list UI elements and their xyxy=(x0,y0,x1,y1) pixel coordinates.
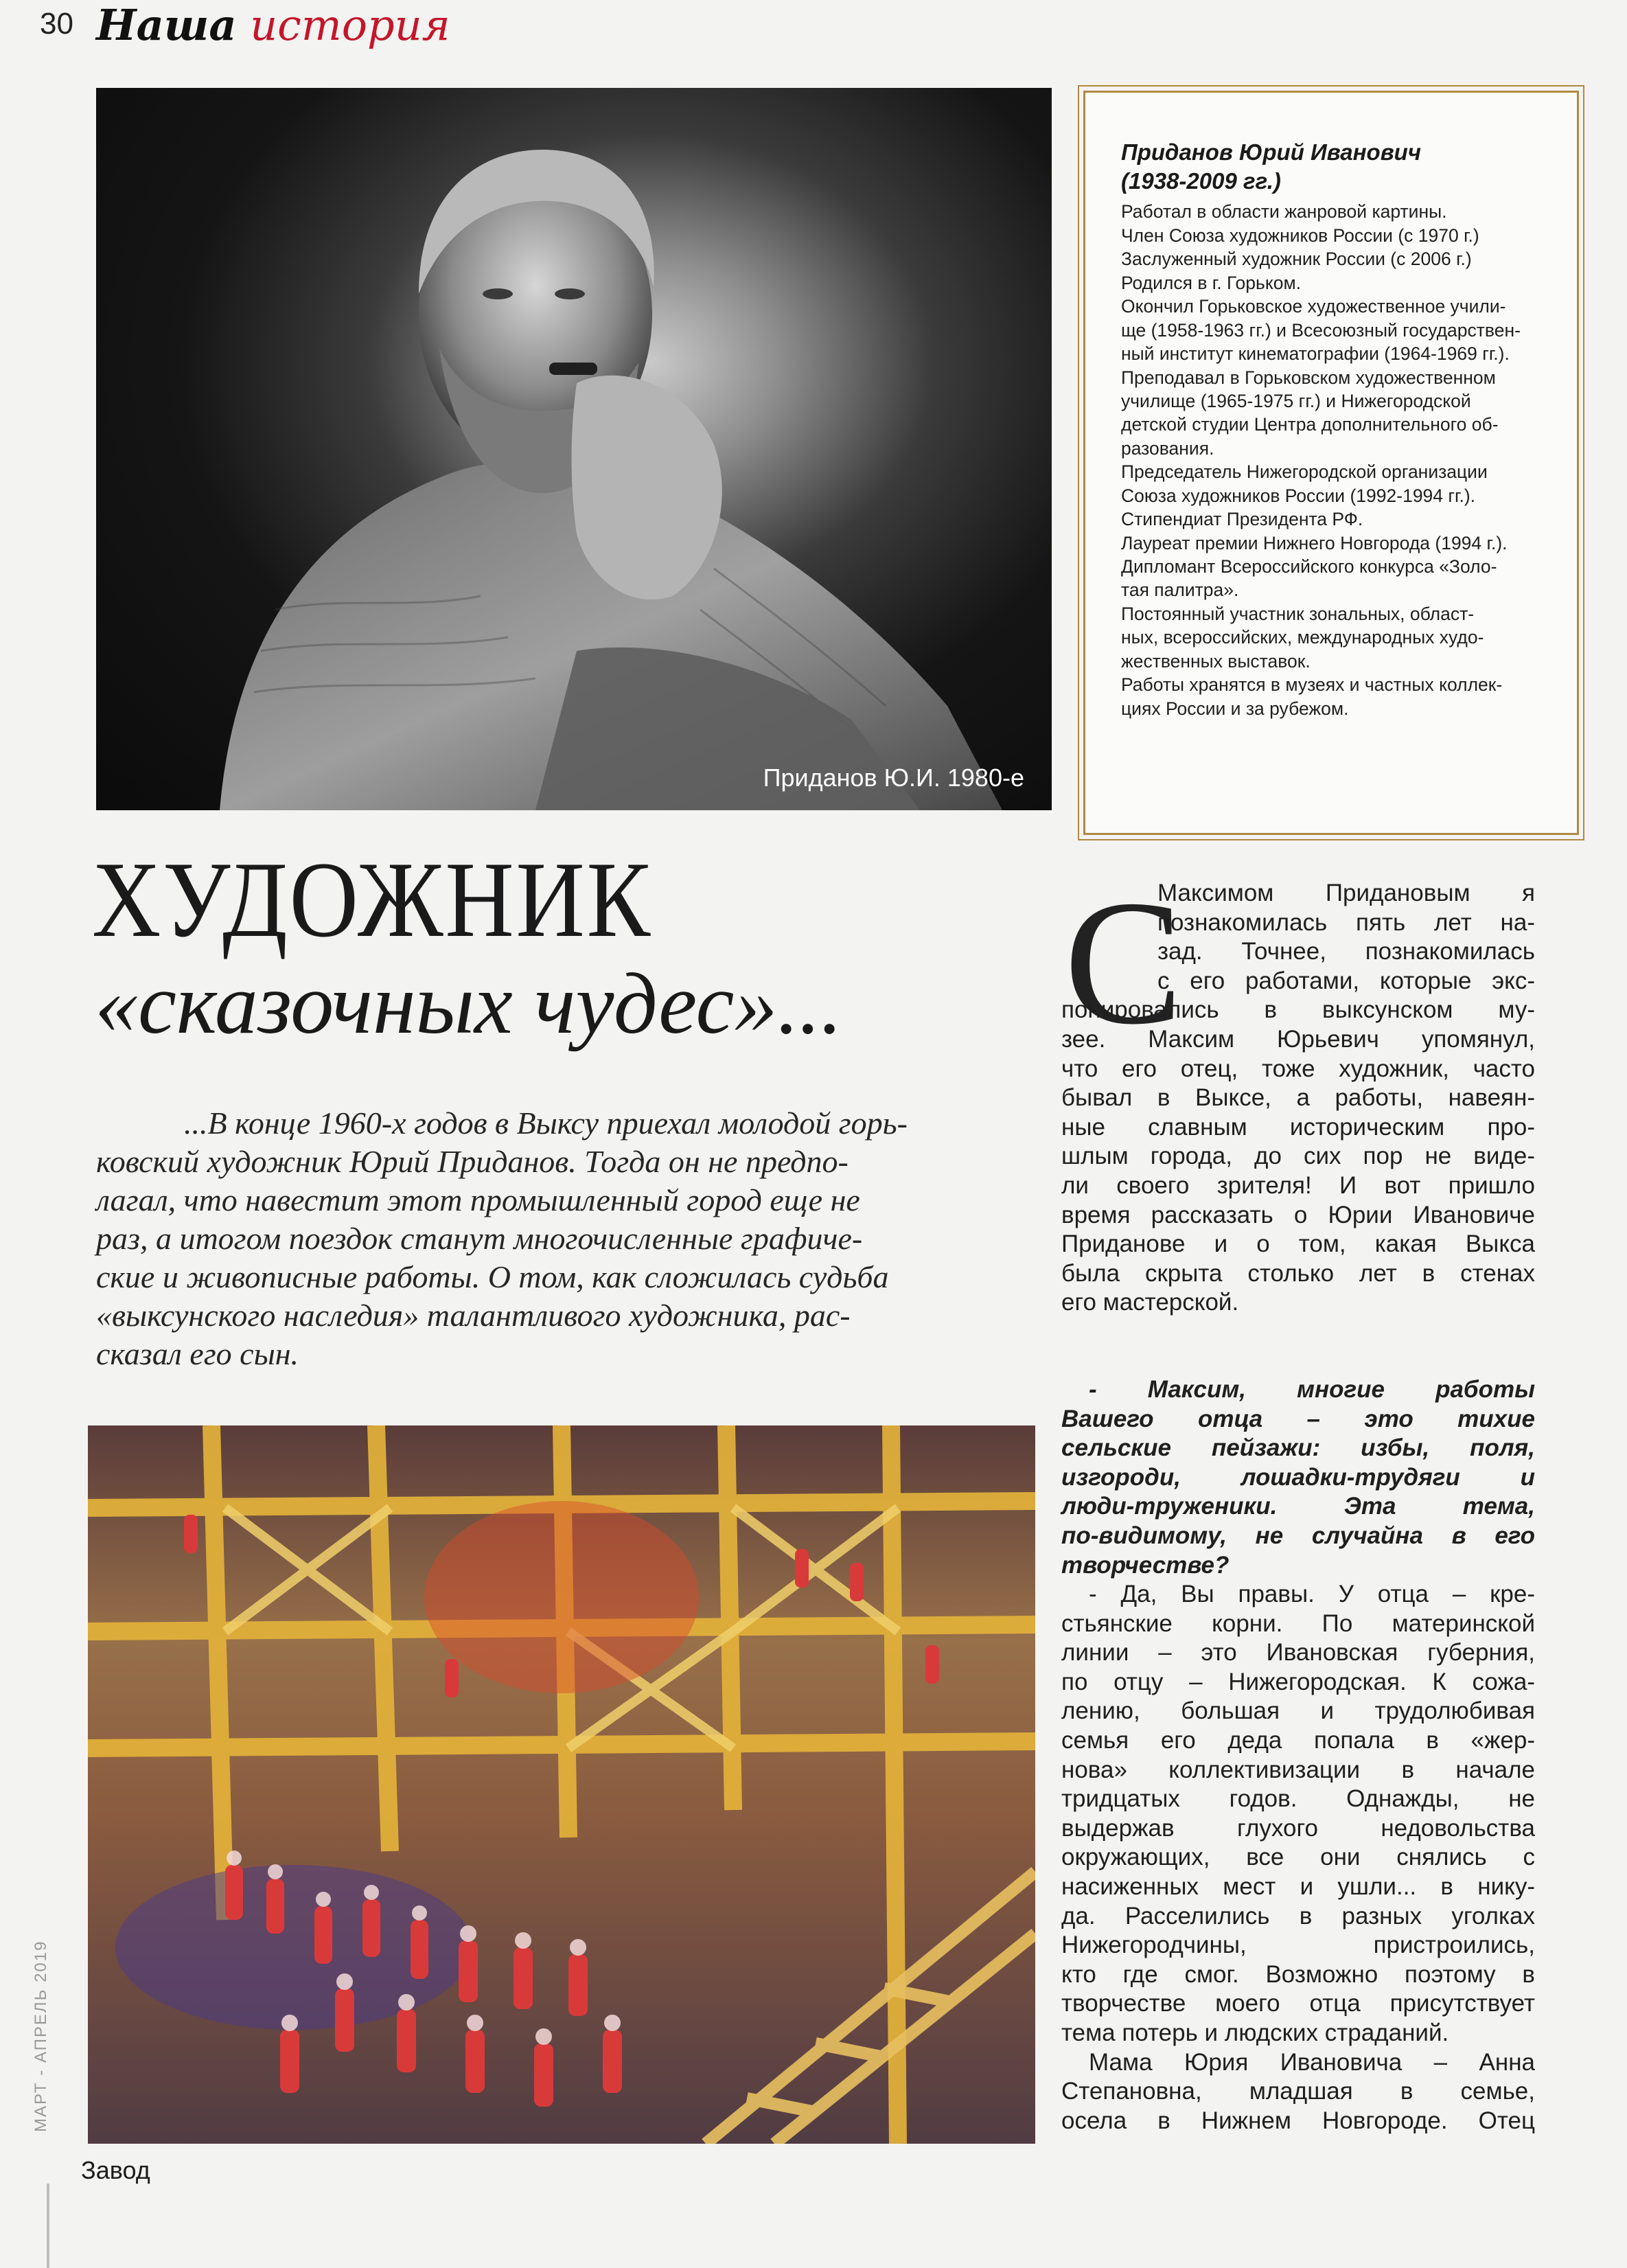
bio-line: Окончил Горьковское художественное учили- xyxy=(1121,296,1506,317)
bio-title-name: Приданов Юрий Иванович xyxy=(1121,139,1422,165)
interview-answer xyxy=(1061,1580,1535,2135)
article-line: время рассказать о Юрии Ивановиче xyxy=(1061,1201,1535,1228)
bio-line: циях России и за рубежом. xyxy=(1121,698,1349,719)
bio-line: Преподавал в Горьковском художественном xyxy=(1121,367,1496,388)
bio-line: жественных выставок. xyxy=(1121,650,1311,672)
lead-paragraph xyxy=(96,1104,1016,1373)
bio-line: ный институт кинематографии (1964-1969 гг.). xyxy=(1121,343,1510,365)
lead-line: сказал его сын. xyxy=(96,1336,299,1371)
bio-line: детской студии Центра дополнительного об- xyxy=(1121,414,1499,435)
bio-line: Заслуженный художник России (с 2006 г.) xyxy=(1121,249,1472,270)
bio-line: Работал в области жанровой картины. xyxy=(1121,201,1447,222)
lead-line: ские и живописные работы. О том, как сложилась судьба xyxy=(96,1259,889,1294)
answer-line: да. Расселились в разных уголках xyxy=(1061,1902,1535,1929)
question-line: Вашего отца – это тихие xyxy=(1061,1405,1535,1432)
answer-line: Степановна, младшая в семье, xyxy=(1061,2078,1535,2105)
bio-line: Работы хранятся в музеях и частных коллек- xyxy=(1121,674,1503,696)
answer-line: кто где смог. Возможно поэтому в xyxy=(1061,1960,1535,1988)
section-title xyxy=(96,0,450,50)
bio-line: Родился в г. Горьком. xyxy=(1121,272,1302,293)
bio-title-years: (1938-2009 гг.) xyxy=(1121,168,1281,194)
answer-line: окружающих, все они снялись с xyxy=(1061,1844,1535,1871)
drop-cap: С xyxy=(1064,864,1184,1062)
question-line: изгороди, лошадки-трудяги и xyxy=(1061,1463,1535,1491)
bio-line: разования. xyxy=(1121,437,1214,459)
answer-line: выдержав глухого недовольства xyxy=(1061,1814,1535,1842)
section-title-bold: Наша xyxy=(96,0,237,50)
answer-line: Нижегородчины, пристроились, xyxy=(1061,1932,1535,1959)
page-number: 30 xyxy=(40,7,73,41)
bio-line: ных, всероссийских, международных худо- xyxy=(1121,627,1484,648)
lead-line: лагал, что навестит этот промышленный город еще не xyxy=(96,1182,860,1217)
lead-line: раз, а итогом поездок станут многочисленные графиче- xyxy=(96,1221,863,1256)
answer-line: - Да, Вы правы. У отца – кре- xyxy=(1089,1581,1535,1607)
interview-question xyxy=(1061,1375,1535,1580)
lead-line: «выксунского наследия» талантливого художника, рас- xyxy=(96,1298,851,1333)
answer-line: семья его деда попала в «жер- xyxy=(1061,1726,1535,1754)
bio-line: Стипендиат Президента РФ. xyxy=(1121,509,1363,530)
lead-line: ...В конце 1960-х годов в Выксу приехал молодой горь- xyxy=(184,1106,908,1141)
article-line: познакомилась пять лет на- xyxy=(1157,908,1535,936)
headline-sub: «сказочных чудес»... xyxy=(95,957,842,1052)
answer-line: тема потерь и людских страданий. xyxy=(1061,2019,1449,2046)
lead-line: ковский художник Юрий Приданов. Тогда он не предпо- xyxy=(96,1144,849,1179)
bio-line: Постоянный участник зональных, област- xyxy=(1121,603,1475,624)
answer-line: Мама Юрия Ивановича – Анна xyxy=(1089,2048,1535,2076)
painting-illustration xyxy=(88,1425,1035,2144)
section-title-red: история xyxy=(250,0,450,50)
question-line: творчестве? xyxy=(1061,1551,1230,1579)
article-line: что его отец, тоже художник, часто xyxy=(1061,1055,1535,1082)
article-intro xyxy=(1061,879,1535,1318)
answer-line: нова» коллективизации в начале xyxy=(1061,1756,1535,1783)
bio-line: Союза художников России (1992-1994 гг.). xyxy=(1121,485,1476,506)
bio-line: ще (1958-1963 гг.) и Всесоюзный государствен- xyxy=(1121,319,1521,341)
article-line: понировались в выксунском му- xyxy=(1061,996,1535,1024)
headline-main: ХУДОЖНИК xyxy=(92,840,652,960)
question-line: по-видимому, не случайна в его xyxy=(1061,1522,1535,1549)
question-line: люди-труженики. Эта тема, xyxy=(1061,1493,1535,1520)
answer-line: творчестве моего отца присутствует xyxy=(1061,1990,1535,2017)
bio-line: училище (1965-1975 гг.) и Нижегородской xyxy=(1121,390,1471,411)
article-line: Максимом Придановым я xyxy=(1157,880,1535,906)
painting-caption: Завод xyxy=(81,2156,150,2184)
article-line: зее. Максим Юрьевич упомянул, xyxy=(1061,1025,1535,1053)
bio-line: Член Союза художников России (с 1970 г.) xyxy=(1121,225,1479,246)
bio-line: Председатель Нижегородской организации xyxy=(1121,461,1488,483)
answer-line: тридцатых годов. Однажды, не xyxy=(1061,1785,1535,1813)
bio-box xyxy=(1083,91,1579,835)
article-line: Приданове и о том, какая Выкса xyxy=(1061,1230,1535,1258)
article-line: с его работами, которые экс- xyxy=(1157,967,1535,994)
answer-line: линии – это Ивановская губерния, xyxy=(1061,1639,1535,1666)
bio-content xyxy=(1121,138,1533,720)
painting-image xyxy=(88,1425,1035,2144)
answer-line: лению, большая и трудолюбивая xyxy=(1061,1697,1535,1725)
question-line: - Максим, многие работы xyxy=(1089,1376,1535,1403)
article-line: шлым города, до сих пор не виде- xyxy=(1061,1143,1535,1170)
article-line: его мастерской. xyxy=(1061,1289,1239,1316)
answer-line: стьянские корни. По материнской xyxy=(1061,1610,1535,1637)
answer-line: осела в Нижнем Новгороде. Отец xyxy=(1061,2107,1535,2134)
side-bar xyxy=(47,2184,49,2268)
answer-line: по отцу – Нижегородская. К сожа- xyxy=(1061,1668,1535,1695)
photo-caption: Приданов Ю.И. 1980-е xyxy=(763,764,1024,792)
question-line: сельские пейзажи: избы, поля, xyxy=(1061,1434,1535,1462)
article-line: бывал в Выксе, а работы, навеян- xyxy=(1061,1084,1535,1112)
article-line: ные славным историческим про- xyxy=(1061,1113,1535,1141)
article-line: зад. Точнее, познакомилась xyxy=(1157,938,1535,965)
issue-date-side-text: МАРТ - АПРЕЛЬ 2019 xyxy=(32,1940,50,2132)
portrait-illustration xyxy=(96,88,1052,810)
article-line: была скрыта столько лет в стенах xyxy=(1061,1259,1535,1287)
article-line: ли своего зрителя! И вот пришло xyxy=(1061,1171,1535,1199)
bio-line: Лауреат премии Нижнего Новгорода (1994 г.). xyxy=(1121,532,1508,553)
answer-line: насиженных мест и ушли... в нику- xyxy=(1061,1872,1535,1900)
bio-line: Дипломант Всероссийского конкурса «Золо- xyxy=(1121,556,1497,577)
portrait-photo xyxy=(96,88,1052,810)
bio-line: тая палитра». xyxy=(1121,580,1239,601)
